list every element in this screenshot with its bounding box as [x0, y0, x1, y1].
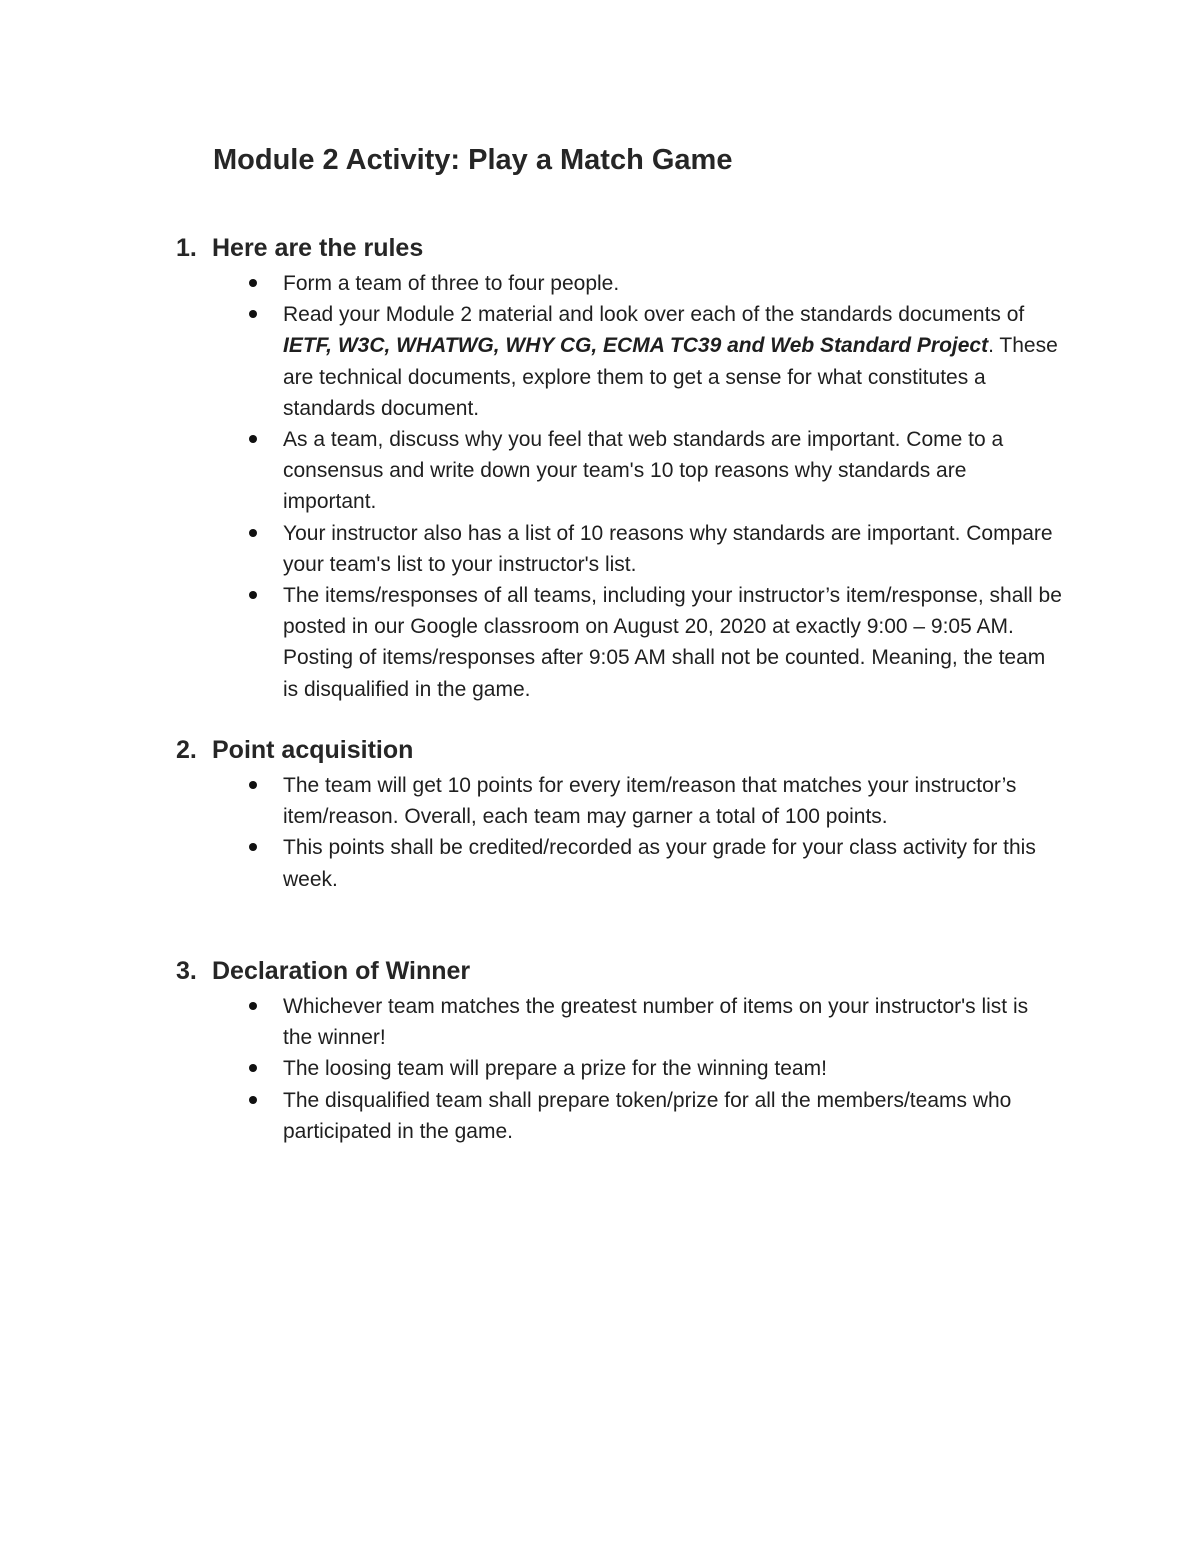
bullet-icon — [249, 310, 257, 318]
section-declaration-of-winner — [176, 957, 1076, 1147]
bullet-icon — [249, 529, 257, 537]
bullet-icon — [249, 279, 257, 287]
bullet-list — [176, 991, 1076, 1147]
section-number: 2. — [176, 736, 197, 764]
list-item — [176, 268, 1063, 299]
list-item — [176, 1085, 1063, 1147]
list-item-text: This points shall be credited/recorded as your grade for your class activity for this week. — [283, 836, 1036, 891]
list-item-text: The items/responses of all teams, including your instructor’s item/response, shall be posted in our Google classroom on August 20, 2020 at exactly 9:00 – 9:05 AM. Posting of items/responses after 9:05 AM shall not be counted. Meaning, the team is disqualified in the game. — [283, 584, 1062, 701]
list-item-text: The loosing team will prepare a prize for the winning team! — [283, 1057, 827, 1081]
standards-bodies-emphasis: IETF, W3C, WHATWG, WHY CG, ECMA TC39 and Web Standard Project — [283, 334, 989, 358]
bullet-icon — [249, 591, 257, 599]
list-item — [176, 1053, 1063, 1084]
bullet-icon — [249, 781, 257, 789]
list-item — [176, 424, 1063, 518]
bullet-icon — [249, 1096, 257, 1104]
section-heading: Here are the rules — [212, 234, 424, 262]
bullet-list — [176, 770, 1076, 895]
list-item-text: As a team, discuss why you feel that web standards are important. Come to a consensus and write down your team's 10 top reasons why standards are important. — [283, 428, 1004, 514]
list-item-text: Whichever team matches the greatest number of items on your instructor's list is the winner! — [283, 995, 1029, 1050]
list-item — [176, 518, 1063, 580]
section-rules — [176, 234, 1076, 705]
list-item-text: The disqualified team shall prepare token/prize for all the members/teams who participated in the game. — [283, 1088, 1012, 1143]
list-item — [176, 991, 1063, 1053]
section-header — [176, 234, 1076, 268]
section-header — [176, 957, 1076, 991]
list-item-text: Your instructor also has a list of 10 reasons why standards are important. Compare your team's list to your instructor's list. — [283, 521, 1053, 576]
list-item-text: . These are technical documents, explore them to get a sense for what constitutes a standards document. — [283, 334, 1058, 420]
list-item — [176, 832, 1063, 894]
list-item-text: The team will get 10 points for every item/reason that matches your instructor’s item/reason. Overall, each team may garner a total of 100 points. — [283, 774, 1017, 829]
list-item-text: Read your Module 2 material and look over each of the standards documents of — [283, 303, 1025, 327]
section-point-acquisition — [176, 736, 1076, 895]
section-number: 1. — [176, 234, 197, 262]
bullet-icon — [249, 435, 257, 443]
section-number: 3. — [176, 957, 197, 985]
section-header — [176, 736, 1076, 770]
list-item — [176, 770, 1063, 832]
section-heading: Point acquisition — [212, 736, 414, 764]
bullet-list — [176, 268, 1076, 705]
list-item-text: Form a team of three to four people. — [283, 272, 620, 295]
list-item — [176, 580, 1063, 705]
list-item — [176, 299, 1063, 424]
document-title: Module 2 Activity: Play a Match Game — [213, 144, 733, 176]
bullet-icon — [249, 1064, 257, 1072]
section-heading: Declaration of Winner — [212, 957, 471, 985]
bullet-icon — [249, 1002, 257, 1010]
bullet-icon — [249, 843, 257, 851]
